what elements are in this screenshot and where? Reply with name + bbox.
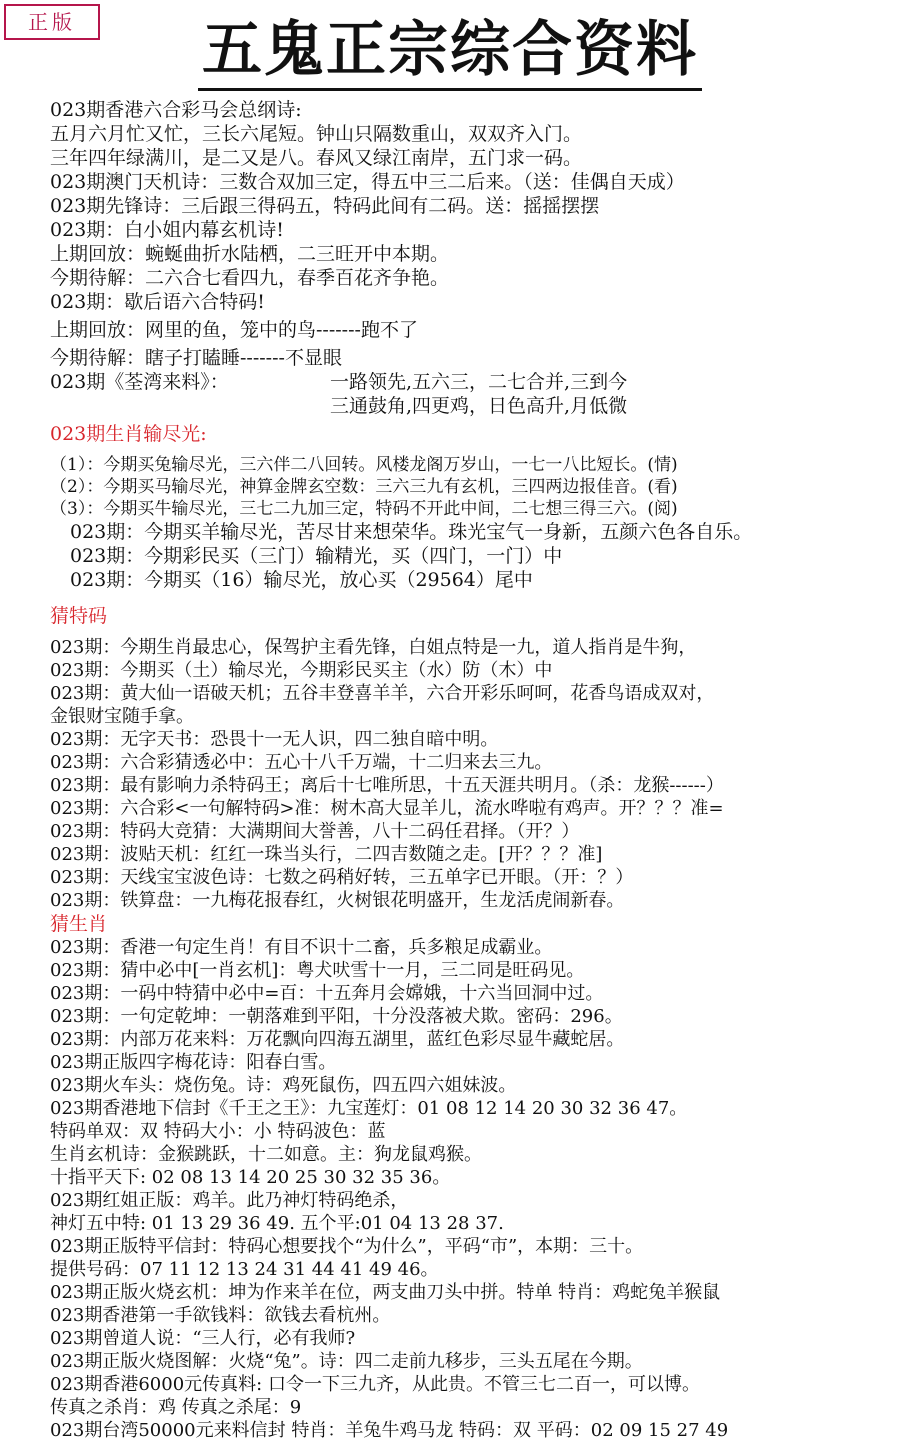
quanwan-label: 023期《荃湾来料》： bbox=[50, 371, 229, 393]
text-line: 023期正版火烧玄机：坤为作来羊在位，两支曲刀头中拼。特单 特肖：鸡蛇兔羊猴鼠 bbox=[50, 1282, 721, 1303]
text-line: 023期正版火烧图解：火烧“兔”。诗：四二走前九移步，三头五尾在今期。 bbox=[50, 1351, 643, 1372]
text-line: 十指平天下: 02 08 13 14 20 25 30 32 35 36。 bbox=[50, 1167, 451, 1188]
text-line: 三年四年绿满川，是二又是八。春风又绿江南岸，五门求一码。 bbox=[50, 147, 583, 169]
text-line: 023期正版四字梅花诗：阳春白雪。 bbox=[50, 1052, 337, 1073]
text-line: 023期台湾50000元来料信封 特肖：羊兔牛鸡马龙 特码：双 平码：02 09 15 27 49 bbox=[50, 1420, 729, 1441]
text-line: 上期回放：网里的鱼，笼中的鸟-------跑不了 bbox=[50, 319, 418, 341]
text-line: 023期：今期生肖最忠心，保驾护主看先锋，白姐点特是一九，道人指肖是牛狗， bbox=[50, 637, 697, 658]
section-heading: 023期生肖输尽光: bbox=[50, 423, 207, 445]
text-line: 023期：铁算盘：一九梅花报春红，火树银花明盛开，生龙活虎闹新春。 bbox=[50, 890, 625, 911]
page-title: 五鬼正宗综合资料 bbox=[0, 12, 900, 91]
text-line: （1）：今期买兔输尽光，三六伴二八回转。风楼龙阁万岁山，一七一八比短长。(情) bbox=[50, 455, 678, 475]
quanwan-line: 一路领先,五六三，二七合并,三到今 bbox=[330, 371, 628, 393]
text-line: 上期回放：蜿蜒曲折水陆栖，二三旺开中本期。 bbox=[50, 243, 450, 265]
text-line: 023期：一句定乾坤：一朝落难到平阳，十分没落被犬欺。密码：296。 bbox=[50, 1006, 623, 1027]
text-line: 023期：特码大竞猜：大满期间大誉善，八十二码任君择。（开？） bbox=[50, 821, 580, 842]
text-line: 023期：内部万花来料：万花飘向四海五湖里，蓝红色彩尽显牛藏蛇居。 bbox=[50, 1029, 625, 1050]
text-line: 023期先锋诗：三后跟三得码五，特码此间有二码。送：摇摇摆摆 bbox=[50, 195, 600, 217]
text-line: （2）：今期买马输尽光，神算金牌玄空数：三六三九有玄机，三四两边报佳音。(看) bbox=[50, 477, 678, 497]
genuine-badge: 正版 bbox=[4, 4, 100, 40]
text-line: 023期：今期彩民买（三门）输精光，买（四门，一门）中 bbox=[70, 545, 563, 567]
section-heading: 猜生肖 bbox=[50, 913, 108, 935]
text-line: 金银财宝随手拿。 bbox=[50, 706, 194, 727]
quanwan-block bbox=[50, 370, 894, 418]
text-line: 023期香港地下信封《千王之王》：九宝莲灯：01 08 12 14 20 30 32 36 47。 bbox=[50, 1098, 688, 1119]
content bbox=[50, 98, 894, 1442]
text-line: 023期：黄大仙一语破天机；五谷丰登喜羊羊，六合开彩乐呵呵，花香鸟语成双对， bbox=[50, 683, 715, 704]
text-line: 023期：白小姐内幕玄机诗! bbox=[50, 219, 284, 241]
text-line: 023期火车头：烧伤兔。诗：鸡死鼠伤，四五四六姐妹波。 bbox=[50, 1075, 517, 1096]
text-line: 023期：今期买（土）输尽光，今期彩民买主（水）防（木）中 bbox=[50, 660, 553, 681]
text-line: 023期香港6000元传真料: 口令一下三九齐，从此贵。不管三七二百一，可以博。 bbox=[50, 1374, 700, 1395]
text-line: 生肖玄机诗：金猴跳跃，十二如意。主：狗龙鼠鸡猴。 bbox=[50, 1144, 482, 1165]
text-line: 提供号码：07 11 12 13 24 31 44 41 49 46。 bbox=[50, 1259, 439, 1280]
text-line: 023期香港六合彩马会总纲诗: bbox=[50, 99, 302, 121]
text-line: （3）：今期买牛输尽光，三七二九加三定，特码不开此中间，二七想三得三六。(阅) bbox=[50, 499, 678, 519]
text-line: 023期：无字天书：恐畏十一无人识，四二独自暗中明。 bbox=[50, 729, 499, 750]
text-line: 特码单双：双 特码大小：小 特码波色：蓝 bbox=[50, 1121, 386, 1142]
text-line: 023期：今期买羊输尽光，苦尽甘来想荣华。珠光宝气一身新，五颜六色各自乐。 bbox=[70, 521, 753, 543]
text-line: 023期：最有影响力杀特码王；离后十七唯所思，十五天涯共明月。（杀：龙猴------） bbox=[50, 775, 724, 796]
text-line: 023期红姐正版：鸡羊。此乃神灯特码绝杀， bbox=[50, 1190, 409, 1211]
text-line: 023期：猜中必中[一肖玄机]：粤犬吠雪十一月，三二同是旺码见。 bbox=[50, 960, 585, 981]
text-line: 023期：天线宝宝波色诗：七数之码稍好转，三五单字已开眼。（开：？） bbox=[50, 867, 634, 888]
quanwan-line: 三通鼓角,四更鸡，日色高升,月低微 bbox=[330, 395, 628, 417]
text-line: 五月六月忙又忙，三长六尾短。钟山只隔数重山，双双齐入门。 bbox=[50, 123, 583, 145]
text-line: 今期待解：瞎子打瞌睡-------不显眼 bbox=[50, 347, 342, 369]
text-line: 023期：今期买（16）输尽光，放心买（29564）尾中 bbox=[70, 569, 533, 591]
text-line: 今期待解：二六合七看四九，春季百花齐争艳。 bbox=[50, 267, 450, 289]
text-line: 023期：歇后语六合特码! bbox=[50, 291, 265, 313]
text-line: 023期：波贴天机：红红一珠当头行，二四吉数随之走。[开？？？准] bbox=[50, 844, 603, 865]
text-line: 023期曾道人说：“三人行，必有我师? bbox=[50, 1328, 356, 1349]
text-line: 023期：六合彩猜透必中：五心十八千万端，十二归来去三九。 bbox=[50, 752, 553, 773]
text-line: 023期香港第一手欲钱料：欲钱去看杭州。 bbox=[50, 1305, 391, 1326]
text-line: 023期：六合彩<一句解特码>准：树木高大显羊儿，流水哗啦有鸡声。开？？？准= bbox=[50, 798, 724, 819]
text-line: 023期：香港一句定生肖！有目不识十二畜，兵多粮足成霸业。 bbox=[50, 937, 553, 958]
text-line: 023期正版特平信封：特码心想要找个“为什么”，平码“市”，本期：三十。 bbox=[50, 1236, 644, 1257]
section-heading: 猜特码 bbox=[50, 605, 108, 627]
text-line: 023期澳门天机诗：三数合双加三定，得五中三二后来。（送：佳偶自天成） bbox=[50, 171, 685, 193]
text-line: 神灯五中特: 01 13 29 36 49. 五个平:01 04 13 28 37. bbox=[50, 1213, 504, 1234]
text-line: 023期：一码中特猜中必中=百：十五奔月会嫦娥，十六当回洞中过。 bbox=[50, 983, 604, 1004]
text-line: 传真之杀肖：鸡 传真之杀尾：9 bbox=[50, 1397, 302, 1418]
